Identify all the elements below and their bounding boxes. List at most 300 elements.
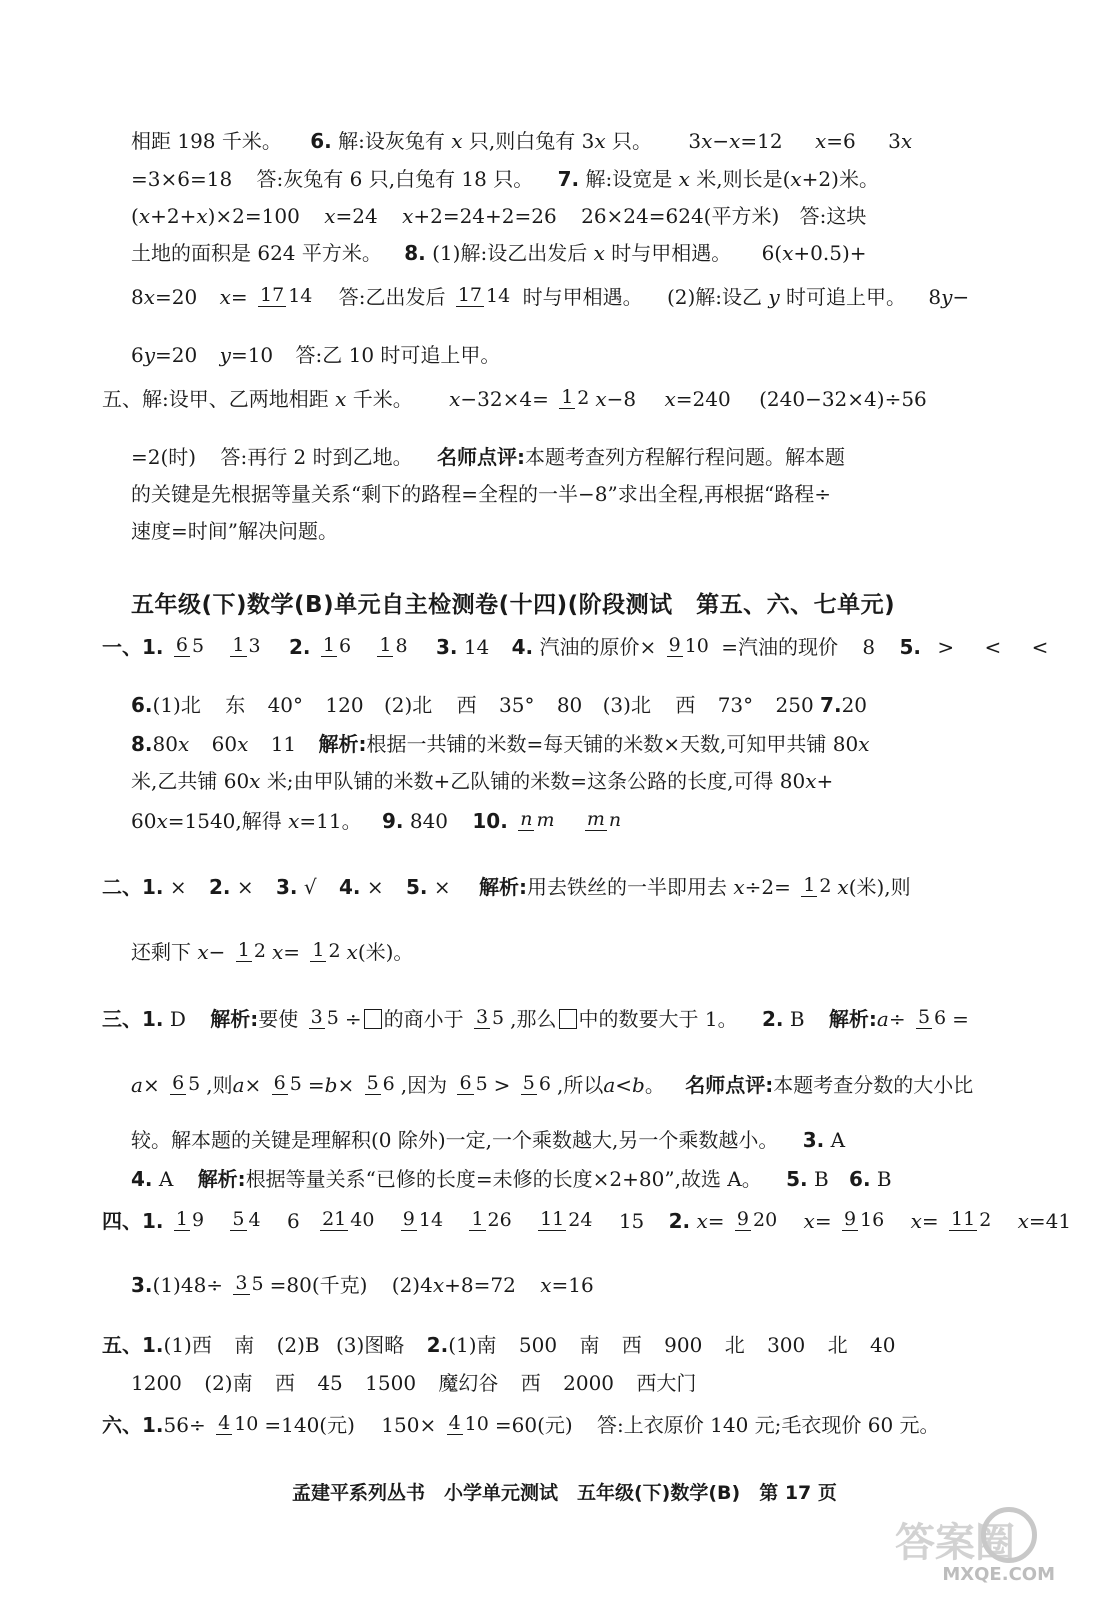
fraction: 3 5 xyxy=(235,1272,264,1295)
text: =20 xyxy=(155,342,198,367)
text: 根据等量关系“已修的长度=未修的长度×2+80”,故选 A。 xyxy=(245,1166,762,1191)
text: 80 xyxy=(152,731,178,756)
text: − xyxy=(952,284,970,309)
item-number: 六、1. xyxy=(102,1412,164,1437)
text: =11。 xyxy=(299,808,362,833)
text: 米,则长是( xyxy=(696,166,791,191)
text: = xyxy=(707,1208,725,1233)
text: 汽油的原价× xyxy=(539,634,657,659)
fraction: 6 5 xyxy=(172,1072,201,1095)
fraction: 1 2 xyxy=(803,874,832,897)
text: 要使 xyxy=(258,1006,299,1031)
text-line xyxy=(102,1206,1071,1250)
text: (2)北 xyxy=(383,692,433,717)
variable: y xyxy=(219,342,231,367)
comment-label: 名师点评: xyxy=(685,1072,774,1097)
item-number: 四、1. xyxy=(102,1208,164,1233)
variable: y xyxy=(941,284,953,309)
variable: x xyxy=(177,731,190,756)
text: = xyxy=(952,1006,969,1031)
text-line xyxy=(131,201,866,229)
text: 1500 xyxy=(365,1370,417,1395)
fraction: 1 2 xyxy=(312,939,341,962)
text: 用去铁丝的一半即用去 xyxy=(526,874,727,899)
text: 土地的面积是 624 平方米。 xyxy=(131,240,382,265)
text: =汽油的现价 xyxy=(721,634,839,659)
variable: x xyxy=(790,166,802,191)
text: (1)48÷ xyxy=(152,1272,224,1297)
text: 千米。 xyxy=(352,386,413,411)
text: 40° xyxy=(267,692,304,717)
item-number: 7. xyxy=(557,166,580,191)
variable: b xyxy=(632,1072,645,1097)
text: B xyxy=(813,1166,829,1191)
item-number: 五、1. xyxy=(102,1332,164,1357)
analysis-label: 解析: xyxy=(197,1166,246,1191)
variable: x xyxy=(432,1272,445,1297)
text-line xyxy=(102,1004,969,1048)
item-number: 8. xyxy=(131,731,153,756)
text: ÷2= xyxy=(744,874,791,899)
text: 解:设灰兔有 xyxy=(338,128,445,153)
fraction: 1 2 xyxy=(237,939,266,962)
text: 60 xyxy=(211,731,238,756)
variable: x xyxy=(900,128,913,153)
text: 还剩下 xyxy=(131,939,191,964)
fraction: 1 2 xyxy=(561,386,590,409)
variable: x xyxy=(805,768,817,793)
fraction: 1 9 xyxy=(175,1208,205,1231)
text: 答:上衣原价 140 元;毛衣现价 60 元。 xyxy=(597,1412,940,1437)
item-number: 6. xyxy=(310,128,332,153)
fraction: 6 5 xyxy=(273,1072,302,1095)
text: =6 xyxy=(826,128,856,153)
text-line xyxy=(131,516,338,544)
text: (3)图略 xyxy=(335,1332,405,1357)
text: 北 xyxy=(724,1332,745,1357)
text: )×2=100 xyxy=(207,203,300,228)
variable: x xyxy=(678,166,690,191)
text: 73° xyxy=(717,692,754,717)
text: + xyxy=(816,768,834,793)
variable: x xyxy=(197,939,209,964)
text: 。 xyxy=(644,1072,665,1097)
variable: x xyxy=(595,386,607,411)
text: A xyxy=(830,1127,846,1152)
item-number: 4. xyxy=(511,634,534,659)
text: A xyxy=(158,1166,174,1191)
fraction: m n xyxy=(586,808,622,831)
text: (米),则 xyxy=(848,874,911,899)
watermark-logo xyxy=(895,1505,1055,1587)
analysis-label: 解析: xyxy=(828,1006,877,1031)
fraction: 9 10 xyxy=(668,634,709,657)
variable: x xyxy=(733,874,745,899)
text: =20 xyxy=(155,284,198,309)
item-number: 一、1. xyxy=(102,634,164,659)
text: 56÷ xyxy=(163,1412,206,1437)
text: 魔幻谷 xyxy=(438,1370,499,1395)
text: 根据一共铺的米数=每天铺的米数×天数,可知甲共铺 80 xyxy=(366,731,859,756)
variable: x xyxy=(346,939,358,964)
text: 的商小于 xyxy=(383,1006,464,1031)
text: > xyxy=(937,634,955,659)
variable: x xyxy=(451,128,463,153)
text: 西 xyxy=(675,692,696,717)
watermark-ring-icon xyxy=(981,1507,1037,1563)
text: +0.5)+ xyxy=(793,240,867,265)
variable: x xyxy=(664,386,676,411)
text: 250 xyxy=(775,692,814,717)
text: =12 xyxy=(740,128,783,153)
fraction: 9 14 xyxy=(402,1208,444,1231)
text: 本题考查列方程解行程问题。解本题 xyxy=(525,444,845,469)
blank-box-icon xyxy=(364,1009,382,1029)
text: 3 xyxy=(688,128,702,153)
text: = xyxy=(283,939,300,964)
text: 答:再行 2 时到乙地。 xyxy=(220,444,413,469)
fraction: 4 10 xyxy=(448,1412,489,1435)
text-line xyxy=(131,1070,973,1114)
text: 26×24=624(平方米) xyxy=(581,203,780,228)
variable: a xyxy=(131,1072,143,1097)
item-number: 6. xyxy=(131,692,153,717)
analysis-label: 解析: xyxy=(318,731,367,756)
item-number: 3. xyxy=(276,874,298,899)
text-line xyxy=(131,1125,845,1153)
item-number: 10. xyxy=(472,808,508,833)
text: +2=24+2=26 xyxy=(413,203,557,228)
text: ,因为 xyxy=(400,1072,448,1097)
text: +2+ xyxy=(150,203,197,228)
text-line xyxy=(102,384,927,428)
text: × xyxy=(244,1072,262,1097)
comment-label: 名师点评: xyxy=(437,444,525,469)
text-line xyxy=(131,164,879,192)
text: 60 xyxy=(131,808,157,833)
mark: × xyxy=(433,874,451,899)
text: (2)解:设乙 xyxy=(666,284,763,309)
variable: a xyxy=(876,1006,889,1031)
section-heading: 五年级(下)数学(B)单元自主检测卷(十四)(阶段测试 第五、六、七单元) xyxy=(131,592,896,618)
text: < xyxy=(984,634,1002,659)
text: 西大门 xyxy=(636,1370,697,1395)
item-number: 8. xyxy=(404,240,426,265)
fraction: 5 6 xyxy=(917,1006,947,1029)
text: 时可追上甲。 xyxy=(786,284,907,309)
text: D xyxy=(169,1006,186,1031)
text: 北 xyxy=(827,1332,848,1357)
variable: x xyxy=(449,386,461,411)
variable: x xyxy=(540,1272,552,1297)
text: ,那么 xyxy=(510,1006,557,1031)
text: (米)。 xyxy=(357,939,414,964)
item-number: 4. xyxy=(338,874,361,899)
text: 8 xyxy=(131,284,144,309)
text: 1200 xyxy=(131,1370,182,1395)
fraction: 17 14 xyxy=(457,284,511,307)
blank-box-icon xyxy=(559,1009,577,1029)
text: 南 xyxy=(579,1332,600,1357)
text: 500 xyxy=(518,1332,558,1357)
fraction: 5 4 xyxy=(232,1208,261,1231)
text-line xyxy=(131,1270,594,1314)
page-footer: 孟建平系列丛书 小学单元测试 五年级(下)数学(B) 第 17 页 xyxy=(292,1482,837,1504)
fraction: 21 40 xyxy=(322,1208,375,1231)
fraction: n m xyxy=(520,808,555,831)
text: 3 xyxy=(888,128,901,153)
variable: x xyxy=(782,240,794,265)
text: B xyxy=(789,1006,805,1031)
text: ,则 xyxy=(206,1072,233,1097)
text: 150× xyxy=(381,1412,437,1437)
watermark-text: MXQE.COM xyxy=(942,1564,1055,1585)
item-number: 4. xyxy=(131,1166,153,1191)
mark: × xyxy=(169,874,187,899)
text-line xyxy=(131,238,867,266)
analysis-label: 解析: xyxy=(478,874,527,899)
watermark-glyphs: 答案圈 xyxy=(895,1520,1015,1566)
text: 答:灰兔有 6 只,白兔有 18 只。 xyxy=(256,166,534,191)
item-number: 5. xyxy=(405,874,428,899)
text: ÷ xyxy=(344,1006,362,1031)
text: (2)南 xyxy=(204,1370,253,1395)
text: 时与甲相遇。 xyxy=(522,284,643,309)
text: ( xyxy=(131,203,139,228)
text: 西 xyxy=(456,692,477,717)
variable: x xyxy=(219,284,231,309)
text: 较。解本题的关键是理解积(0 除外)一定,一个乘数越大,另一个乘数越小。 xyxy=(131,1127,779,1152)
item-number: 2. xyxy=(288,634,311,659)
variable: x xyxy=(402,203,414,228)
item-number: 2. xyxy=(668,1208,691,1233)
fraction: 9 20 xyxy=(736,1208,778,1231)
text: (240−32×4)÷56 xyxy=(759,386,927,411)
text: = xyxy=(230,284,248,309)
variable: x xyxy=(288,808,300,833)
text: 900 xyxy=(664,1332,703,1357)
item-number: 3. xyxy=(131,1272,153,1297)
variable: x xyxy=(593,240,605,265)
fraction: 1 6 xyxy=(322,634,352,657)
text-line xyxy=(131,1164,892,1192)
fraction: 1 8 xyxy=(379,634,408,657)
text: 南 xyxy=(234,1332,255,1357)
text: 时与甲相遇。 xyxy=(611,240,732,265)
item-number: 5. xyxy=(786,1166,808,1191)
variable: b xyxy=(324,1072,338,1097)
text: (1)南 xyxy=(448,1332,497,1357)
text: 45 xyxy=(317,1370,343,1395)
variable: x xyxy=(814,128,827,153)
text-line xyxy=(131,937,413,981)
text-line xyxy=(102,872,911,916)
item-number: 三、1. xyxy=(102,1006,164,1031)
fraction: 5 6 xyxy=(366,1072,395,1095)
text: 解:设宽是 xyxy=(585,166,673,191)
text: =2(时) xyxy=(131,444,197,469)
variable: y xyxy=(143,342,156,367)
text: =60(元) xyxy=(494,1412,573,1437)
mark: √ xyxy=(303,874,317,899)
text: 本题考查分数的大小比 xyxy=(773,1072,974,1097)
item-number: 9. xyxy=(381,808,404,833)
variable: x xyxy=(803,1208,815,1233)
text: 8 xyxy=(862,634,876,659)
text: 6 xyxy=(286,1208,300,1233)
variable: x xyxy=(837,874,849,899)
text: 中的数要大于 1。 xyxy=(578,1006,738,1031)
text-line xyxy=(131,690,867,718)
fraction: 1 3 xyxy=(232,634,261,657)
text: × xyxy=(337,1072,355,1097)
text-line xyxy=(131,479,831,507)
text: (2)B xyxy=(276,1332,320,1357)
item-number: 2. xyxy=(761,1006,784,1031)
fraction: 6 5 xyxy=(175,634,205,657)
text: 80 xyxy=(556,692,583,717)
text: 6( xyxy=(761,240,783,265)
text: 6 xyxy=(131,342,144,367)
text: 速度=时间”解决问题。 xyxy=(131,518,338,543)
fraction: 4 10 xyxy=(218,1412,259,1435)
text: 120 xyxy=(325,692,364,717)
text: 8 xyxy=(928,284,942,309)
text-line xyxy=(102,632,1048,676)
text: 西 xyxy=(274,1370,295,1395)
variable: x xyxy=(858,731,870,756)
text: =10 xyxy=(230,342,274,367)
text: =80(千克) xyxy=(269,1272,368,1297)
variable: x xyxy=(696,1208,708,1233)
text: < xyxy=(1031,634,1049,659)
text: (3)北 xyxy=(602,692,651,717)
text: 300 xyxy=(767,1332,806,1357)
variable: x xyxy=(271,939,284,964)
variable: x xyxy=(237,731,249,756)
text: 东 xyxy=(225,692,246,717)
text: 答:这块 xyxy=(799,203,867,228)
variable: x xyxy=(156,808,168,833)
variable: x xyxy=(138,203,151,228)
text: = xyxy=(814,1208,832,1233)
item-number: 6. xyxy=(849,1166,871,1191)
item-number: 3. xyxy=(802,1127,825,1152)
text: ,所以 xyxy=(556,1072,604,1097)
text: B xyxy=(876,1166,892,1191)
text: 20 xyxy=(841,692,868,717)
variable: x xyxy=(324,203,336,228)
text-line xyxy=(102,1410,940,1454)
text: =140(元) xyxy=(264,1412,355,1437)
text: 14 xyxy=(463,634,490,659)
text: − xyxy=(208,939,226,964)
text: 35° xyxy=(499,692,535,717)
text-line xyxy=(102,1330,895,1358)
text: (1)北 xyxy=(152,692,201,717)
analysis-label: 解析: xyxy=(210,1006,259,1031)
text: =3×6=18 xyxy=(131,166,233,191)
text: =1540,解得 xyxy=(167,808,282,833)
text: 相距 198 千米。 xyxy=(131,128,282,153)
variable: a xyxy=(603,1072,616,1097)
text: 840 xyxy=(409,808,449,833)
text: = xyxy=(307,1072,325,1097)
item-number: 5. xyxy=(899,634,921,659)
text: < xyxy=(615,1072,633,1097)
fraction: 17 14 xyxy=(260,284,313,307)
variable: x xyxy=(594,128,606,153)
fraction: 9 16 xyxy=(843,1208,885,1231)
text: 答:乙出发后 xyxy=(338,284,446,309)
item-number: 7. xyxy=(820,692,842,717)
text: −8 xyxy=(606,386,637,411)
text: 西 xyxy=(520,1370,541,1395)
text: =240 xyxy=(675,386,731,411)
text-line xyxy=(131,806,627,850)
variable: x xyxy=(1017,1208,1029,1233)
fraction: 5 6 xyxy=(522,1072,551,1095)
fraction: 6 5 xyxy=(459,1072,488,1095)
text-line xyxy=(131,126,912,154)
text: 40 xyxy=(869,1332,896,1357)
variable: x xyxy=(335,386,347,411)
text: +2)米。 xyxy=(801,166,879,191)
text: 答:乙 10 时可追上甲。 xyxy=(295,342,501,367)
text: 11 xyxy=(270,731,297,756)
item-number: 3. xyxy=(435,634,458,659)
text: (1)解:设乙出发后 xyxy=(432,240,588,265)
text: −32×4= xyxy=(460,386,549,411)
text-line xyxy=(131,766,833,794)
text: =41 xyxy=(1028,1208,1072,1233)
text: 的关键是先根据等量关系“剩下的路程=全程的一半−8”求出全程,再根据“路程÷ xyxy=(131,481,832,506)
fraction: 3 5 xyxy=(310,1006,339,1029)
text: − xyxy=(712,128,730,153)
text-line xyxy=(131,282,969,326)
variable: y xyxy=(768,284,780,309)
text-line xyxy=(131,442,845,470)
item-number: 二、1. xyxy=(102,874,164,899)
text: 只。 xyxy=(611,128,652,153)
variable: x xyxy=(249,768,261,793)
fraction: 11 2 xyxy=(951,1208,992,1231)
variable: x xyxy=(910,1208,922,1233)
text: 米;由甲队铺的米数+乙队铺的米数=这条公路的长度,可得 80 xyxy=(266,768,806,793)
text: +8=72 xyxy=(444,1272,516,1297)
text-line xyxy=(131,1368,696,1396)
text: (2)4 xyxy=(391,1272,433,1297)
fraction: 1 26 xyxy=(471,1208,512,1231)
text: 西 xyxy=(621,1332,642,1357)
text: ÷ xyxy=(888,1006,906,1031)
text: 15 xyxy=(618,1208,645,1233)
text: 五、解:设甲、乙两地相距 xyxy=(102,386,329,411)
text: =24 xyxy=(335,203,378,228)
text: 米,乙共铺 60 xyxy=(131,768,250,793)
text: 2000 xyxy=(563,1370,615,1395)
item-number: 2. xyxy=(426,1332,449,1357)
variable: x xyxy=(701,128,713,153)
text-line xyxy=(131,729,869,757)
mark: × xyxy=(236,874,254,899)
variable: x xyxy=(196,203,208,228)
text: = xyxy=(921,1208,939,1233)
text: > xyxy=(493,1072,511,1097)
fraction: 11 24 xyxy=(540,1208,593,1231)
text-line xyxy=(131,340,500,368)
fraction: 3 5 xyxy=(475,1006,505,1029)
